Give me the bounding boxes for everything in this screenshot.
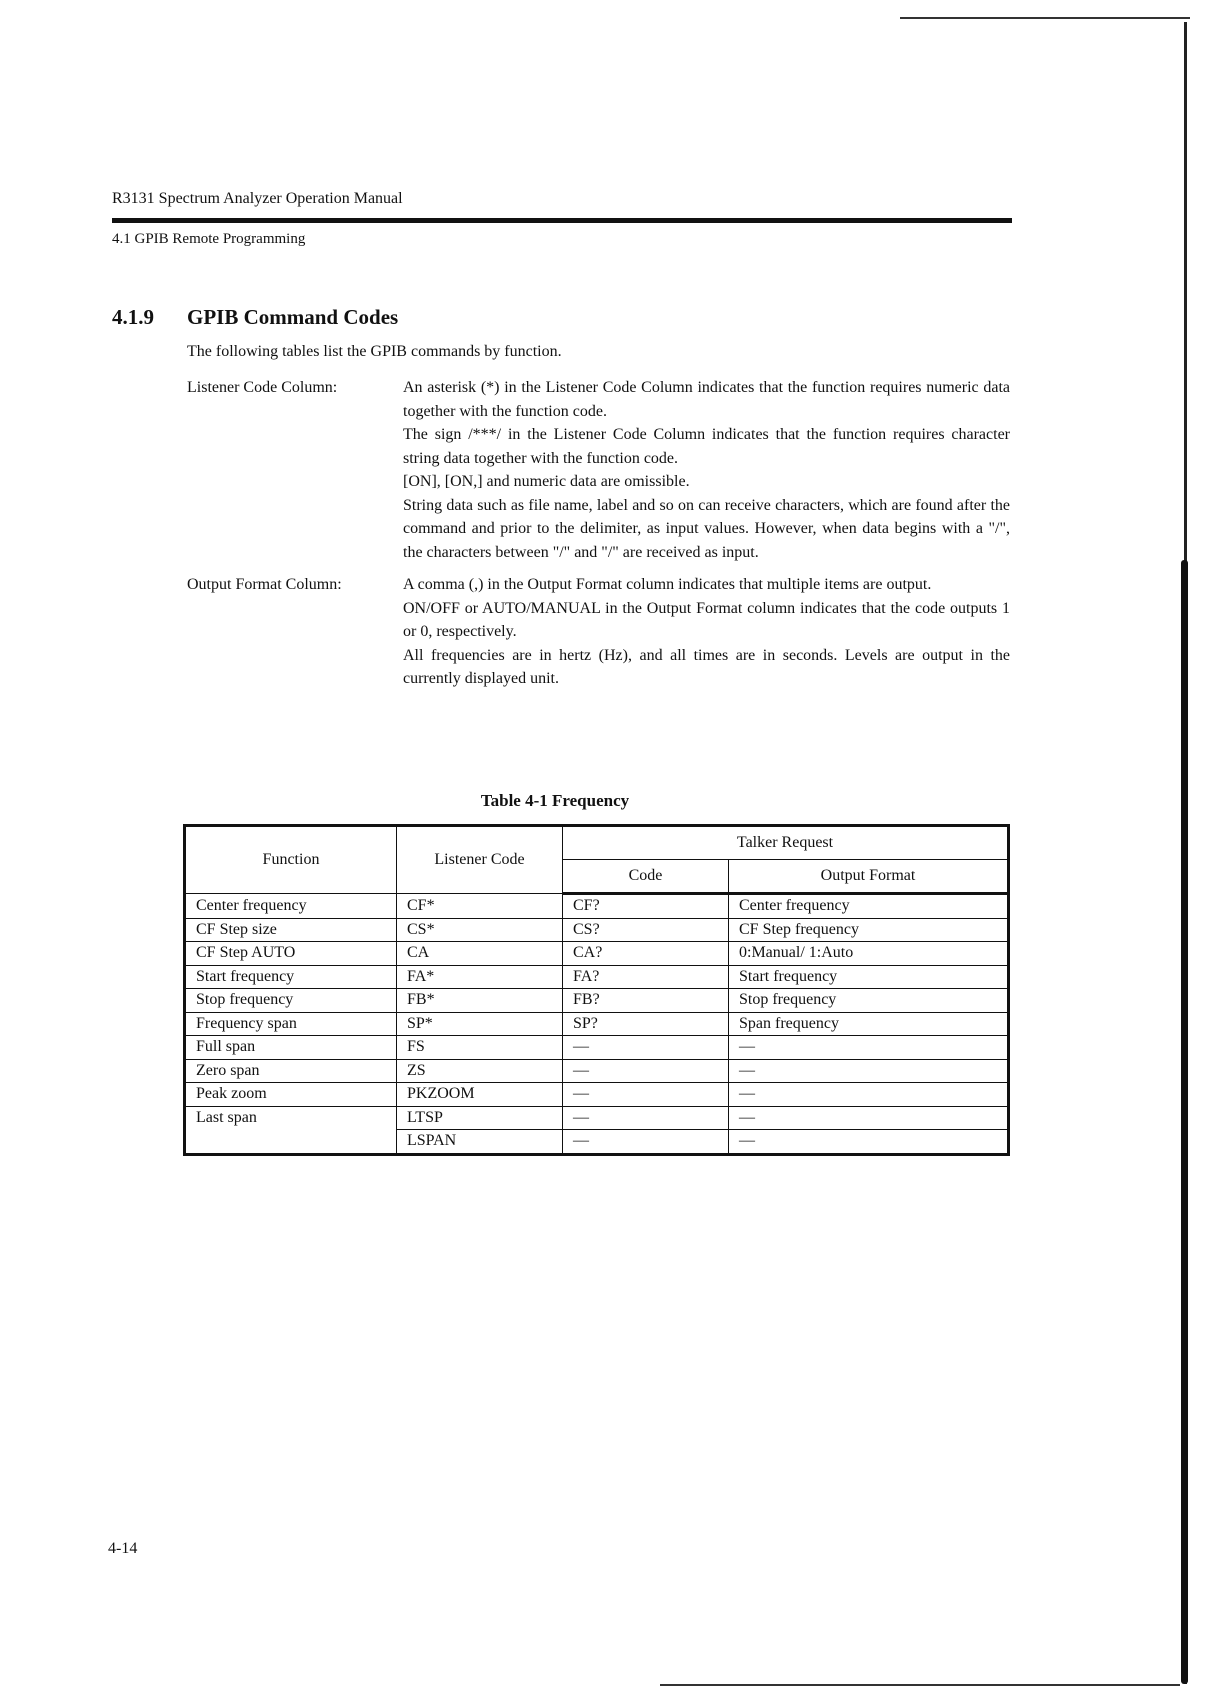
cell-listener-code: FS <box>397 1036 563 1060</box>
definition-term: Listener Code Column: <box>187 379 338 396</box>
cell-code: FA? <box>563 965 729 989</box>
cell-code: — <box>563 1130 729 1155</box>
definition-description <box>403 573 1010 691</box>
table-header-row <box>185 826 1009 860</box>
cell-function: Zero span <box>185 1059 397 1083</box>
table-row <box>185 1059 1009 1083</box>
cell-listener-code: FA* <box>397 965 563 989</box>
cell-code: — <box>563 1059 729 1083</box>
cell-listener-code: PKZOOM <box>397 1083 563 1107</box>
definition-description <box>403 376 1010 564</box>
scan-artifact-page-edge-shadow <box>1181 560 1188 1684</box>
definition-output-format <box>187 573 1010 691</box>
running-header-title: R3131 Spectrum Analyzer Operation Manual <box>112 190 403 207</box>
table-row <box>185 1012 1009 1036</box>
definition-paragraph: All frequencies are in hertz (Hz), and all times are in seconds. Levels are output in the currently displayed unit. <box>403 646 1010 687</box>
cell-listener-code: FB* <box>397 989 563 1013</box>
cell-output-format: — <box>729 1106 1009 1130</box>
header-function: Function <box>185 826 397 894</box>
cell-code: CF? <box>563 894 729 919</box>
table-row <box>185 1083 1009 1107</box>
cell-function: CF Step size <box>185 918 397 942</box>
frequency-table <box>183 824 1010 1156</box>
cell-listener-code: SP* <box>397 1012 563 1036</box>
cell-output-format: Start frequency <box>729 965 1009 989</box>
definition-paragraph: An asterisk (*) in the Listener Code Column indicates that the function requires numeric data together with the function code. <box>403 379 1010 420</box>
cell-output-format: — <box>729 1130 1009 1155</box>
cell-listener-code: CA <box>397 942 563 966</box>
header-rule <box>112 218 1012 223</box>
cell-code: — <box>563 1083 729 1107</box>
header-listener-code: Listener Code <box>397 826 563 894</box>
cell-output-format: — <box>729 1083 1009 1107</box>
cell-output-format: CF Step frequency <box>729 918 1009 942</box>
running-header-section: 4.1 GPIB Remote Programming <box>112 231 306 247</box>
page-number: 4-14 <box>108 1540 138 1557</box>
cell-code: CS? <box>563 918 729 942</box>
section-number: 4.1.9 <box>112 305 154 329</box>
cell-output-format: Center frequency <box>729 894 1009 919</box>
definition-paragraph: [ON], [ON,] and numeric data are omissible. <box>403 473 690 490</box>
cell-code: — <box>563 1036 729 1060</box>
intro-paragraph: The following tables list the GPIB commands by function. <box>187 343 562 360</box>
cell-listener-code: CS* <box>397 918 563 942</box>
cell-function: Frequency span <box>185 1012 397 1036</box>
header-talker-request: Talker Request <box>563 826 1009 860</box>
table-row <box>185 918 1009 942</box>
table-row <box>185 1036 1009 1060</box>
definition-term: Output Format Column: <box>187 576 342 593</box>
cell-function: Stop frequency <box>185 989 397 1013</box>
cell-function: Center frequency <box>185 894 397 919</box>
cell-output-format: Span frequency <box>729 1012 1009 1036</box>
definition-listener-code <box>187 376 1010 564</box>
table-row <box>185 1106 1009 1130</box>
scan-artifact-bottom-line <box>660 1684 1180 1686</box>
definition-paragraph: A comma (,) in the Output Format column indicates that multiple items are output. <box>403 576 932 593</box>
cell-output-format: 0:Manual/ 1:Auto <box>729 942 1009 966</box>
cell-function: CF Step AUTO <box>185 942 397 966</box>
cell-code: — <box>563 1106 729 1130</box>
header-output-format: Output Format <box>729 860 1009 894</box>
table-row <box>185 965 1009 989</box>
scan-artifact-top-line <box>900 17 1190 19</box>
cell-function: Peak zoom <box>185 1083 397 1107</box>
cell-listener-code: LSPAN <box>397 1130 563 1155</box>
table-row <box>185 894 1009 919</box>
definition-paragraph: ON/OFF or AUTO/MANUAL in the Output Format column indicates that the code outputs 1 or 0, respectively. <box>403 599 1010 640</box>
section-title: GPIB Command Codes <box>187 305 399 329</box>
definition-paragraph: The sign /***/ in the Listener Code Column indicates that the function requires character string data together with the function code. <box>403 426 1010 467</box>
definition-paragraph: String data such as file name, label and so on can receive characters, which are found after the command and prior to the delimiter, as input values. However, when data begins with a "/", the characters between "/" and "/" are received as input. <box>403 496 1010 561</box>
cell-code: SP? <box>563 1012 729 1036</box>
header-code: Code <box>563 860 729 894</box>
cell-output-format: — <box>729 1036 1009 1060</box>
cell-output-format: — <box>729 1059 1009 1083</box>
cell-listener-code: ZS <box>397 1059 563 1083</box>
table-caption: Table 4-1 Frequency <box>480 791 630 810</box>
cell-function: Start frequency <box>185 965 397 989</box>
definition-list <box>187 376 1010 691</box>
cell-code: FB? <box>563 989 729 1013</box>
table-row <box>185 989 1009 1013</box>
cell-function: Last span <box>185 1106 397 1154</box>
cell-listener-code: CF* <box>397 894 563 919</box>
cell-code: CA? <box>563 942 729 966</box>
cell-listener-code: LTSP <box>397 1106 563 1130</box>
cell-function: Full span <box>185 1036 397 1060</box>
table-row <box>185 942 1009 966</box>
cell-output-format: Stop frequency <box>729 989 1009 1013</box>
